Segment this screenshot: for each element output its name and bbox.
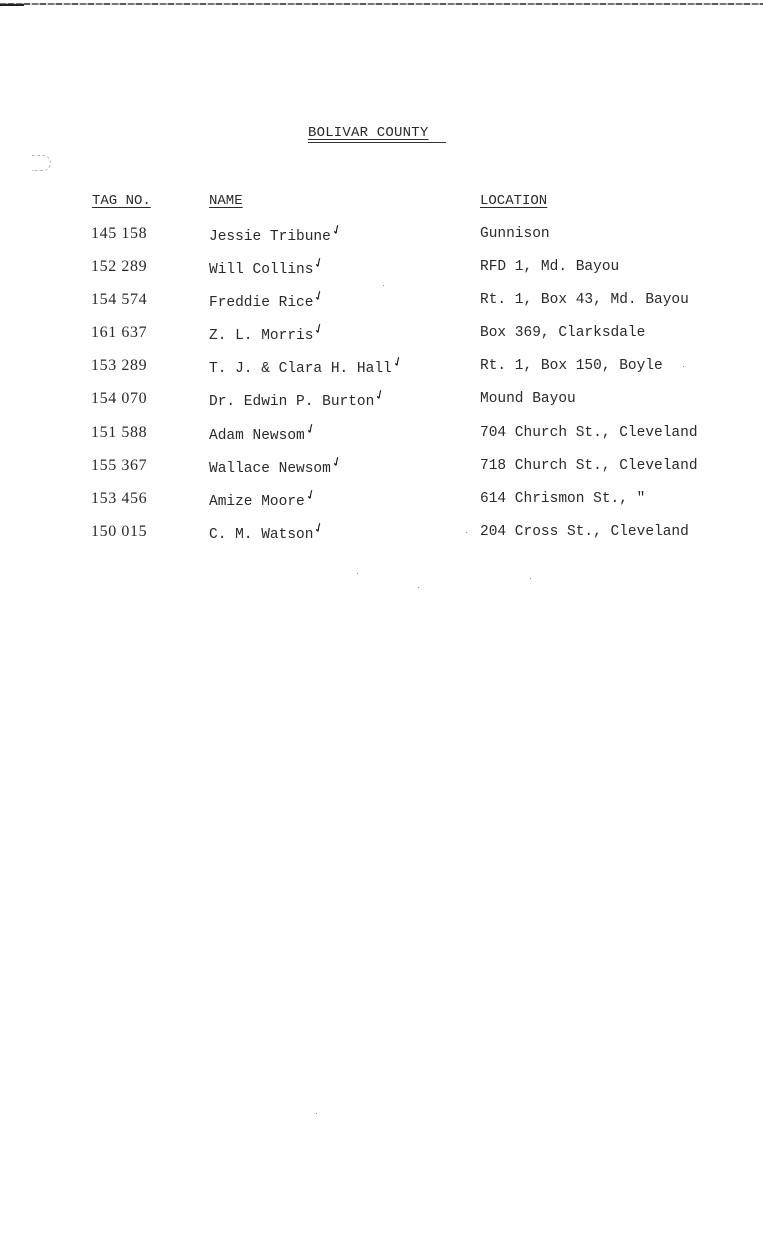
column-header-name: NAME [209, 193, 243, 209]
table-row [0, 386, 763, 411]
checkmark-icon: ✓ [302, 420, 320, 439]
column-header-location: LOCATION [480, 193, 548, 209]
person-name: Freddie Rice✓ [209, 287, 328, 311]
person-name: Adam Newsom✓ [209, 420, 320, 444]
person-name: Amize Moore✓ [209, 486, 320, 510]
column-header-tag-no: TAG NO. [92, 193, 151, 209]
table-row [0, 519, 763, 544]
paper-speck [683, 366, 684, 367]
page-title: BOLIVAR COUNTY [308, 126, 446, 143]
tag-number: 154 070 [91, 390, 148, 407]
checkmark-icon: ✓ [328, 453, 346, 472]
table-row [0, 221, 763, 246]
table-row [0, 486, 763, 511]
paper-speck [316, 1113, 317, 1114]
tag-number: 155 367 [91, 457, 148, 474]
person-name: Z. L. Morris✓ [209, 320, 328, 344]
location: Mound Bayou [480, 391, 576, 407]
paper-speck [357, 573, 358, 574]
location: Box 369, Clarksdale [480, 325, 646, 341]
checkmark-icon: ✓ [328, 221, 346, 240]
location: Gunnison [480, 226, 550, 242]
location: 718 Church St., Cleveland [480, 458, 698, 474]
checkmark-icon: ✓ [311, 287, 328, 306]
checkmark-icon: ✓ [389, 353, 407, 372]
table-row [0, 287, 763, 312]
checkmark-icon: ✓ [311, 320, 328, 339]
person-name: Jessie Tribune✓ [209, 221, 346, 245]
location: Rt. 1, Box 43, Md. Bayou [480, 292, 689, 308]
tag-number: 150 015 [91, 523, 148, 540]
margin-pencil-mark [32, 155, 51, 171]
checkmark-icon: ✓ [302, 486, 320, 505]
tag-number: 161 637 [91, 324, 148, 341]
person-name: T. J. & Clara H. Hall✓ [209, 353, 407, 377]
checkmark-icon: ✓ [311, 254, 328, 273]
tag-number: 151 588 [91, 424, 148, 441]
person-name: C. M. Watson✓ [209, 519, 328, 543]
table-row [0, 320, 763, 345]
paper-speck [383, 285, 384, 286]
tag-number: 153 456 [91, 490, 148, 507]
location: 614 Chrismon St., " [480, 491, 646, 507]
person-name: Will Collins✓ [209, 254, 328, 278]
paper-speck [530, 578, 531, 579]
tag-number: 153 289 [91, 357, 148, 374]
page-top-edge-mark [0, 4, 24, 6]
table-row [0, 254, 763, 279]
tag-number: 145 158 [91, 225, 148, 242]
location: 204 Cross St., Cleveland [480, 524, 689, 540]
person-name: Wallace Newsom✓ [209, 453, 346, 477]
checkmark-icon: ✓ [311, 519, 328, 538]
tag-number: 154 574 [91, 291, 148, 308]
checkmark-icon: ✓ [372, 386, 389, 405]
table-row [0, 353, 763, 378]
location: 704 Church St., Cleveland [480, 425, 698, 441]
location: Rt. 1, Box 150, Boyle [480, 358, 663, 374]
paper-speck [466, 532, 467, 533]
table-row [0, 420, 763, 445]
page-top-edge [0, 3, 763, 5]
person-name: Dr. Edwin P. Burton✓ [209, 386, 389, 410]
tag-number: 152 289 [91, 258, 148, 275]
table-row [0, 453, 763, 478]
paper-speck [418, 587, 419, 588]
location: RFD 1, Md. Bayou [480, 259, 620, 275]
